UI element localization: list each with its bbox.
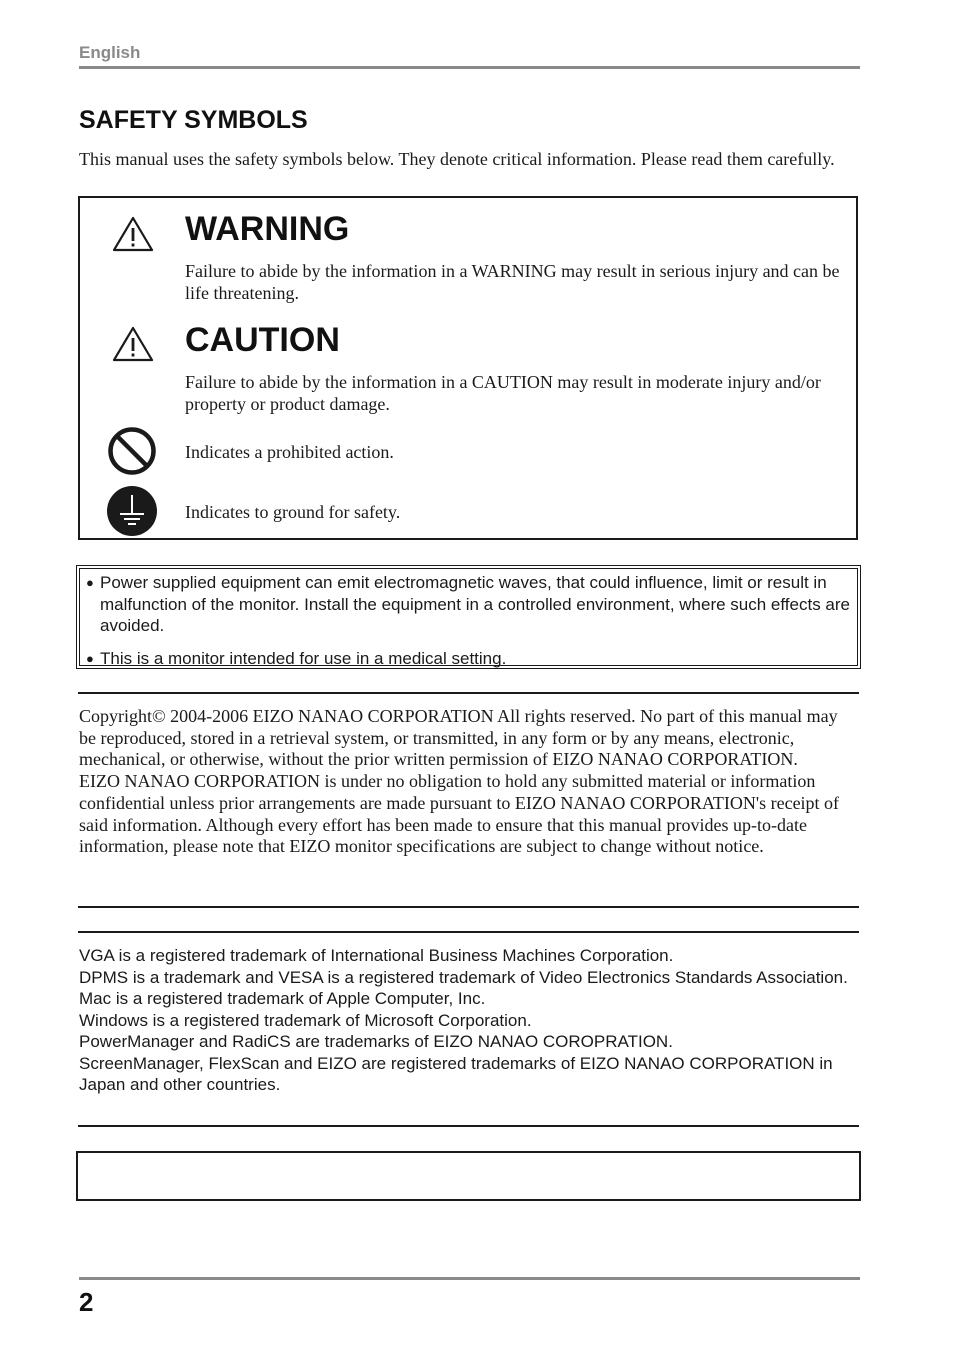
notice-box-inner: [79, 568, 858, 666]
warning-text: Failure to abide by the information in a WARNING may result in serious injury and can be life threatening.: [185, 261, 840, 303]
caution-triangle-icon: [112, 326, 154, 362]
caution-text: Failure to abide by the information in a CAUTION may result in moderate injury and/or property or product damage.: [185, 372, 821, 414]
trademarks-bottom-rule: [78, 1125, 859, 1127]
footer-rule: [79, 1277, 860, 1280]
prohibited-icon: [107, 426, 157, 476]
empty-box: [76, 1151, 861, 1201]
safety-symbols-box: [78, 196, 858, 540]
trademark-line: Windows is a registered trademark of Microsoft Corporation.: [79, 1010, 532, 1030]
ground-icon: [106, 485, 158, 537]
copyright-paragraph: Copyright© 2004-2006 EIZO NANAO CORPORATION All rights reserved. No part of this manual may be reproduced, stored in a retrieval system, or transmitted, in any form or by any means, electronic, mechanical, or otherwise, without the prior written permission of EIZO NANAO CORPORATION.: [79, 706, 838, 770]
page-number: 2: [79, 1287, 94, 1317]
trademark-line: Mac is a registered trademark of Apple Computer, Inc.: [79, 989, 486, 1008]
intro-text: This manual uses the safety symbols below. They denote critical information. Please read them carefully.: [79, 149, 835, 169]
notice-text: Power supplied equipment can emit electromagnetic waves, that could influence, limit or result in malfunction of the monitor. Install the equipment in a controlled environment, where such effects are avoided.: [100, 573, 850, 635]
trademark-line: DPMS is a trademark and VESA is a registered trademark of Video Electronics Standards Association.: [79, 967, 848, 987]
trademarks-top-rule: [78, 931, 859, 933]
trademark-line: PowerManager and RadiCS are trademarks of EIZO NANAO COROPRATION.: [79, 1032, 673, 1051]
header-rule: [79, 66, 860, 69]
header-language: English: [79, 43, 141, 62]
warning-heading: WARNING: [185, 210, 350, 248]
notice-item: [84, 648, 854, 670]
caution-heading: CAUTION: [185, 321, 340, 359]
copyright-block: [79, 706, 859, 858]
trademarks-block: [79, 945, 859, 1096]
notice-item: [84, 572, 854, 637]
trademark-line: VGA is a registered trademark of International Business Machines Corporation.: [79, 946, 674, 965]
trademark-line: ScreenManager, FlexScan and EIZO are registered trademarks of EIZO NANAO CORPORATION in Japan and other countries.: [79, 1053, 833, 1094]
copyright-top-rule: [78, 692, 859, 694]
section-title: SAFETY SYMBOLS: [79, 106, 308, 134]
bullet-icon: ●: [86, 651, 94, 666]
bullet-icon: ●: [86, 575, 94, 590]
notice-text: This is a monitor intended for use in a medical setting.: [100, 649, 507, 668]
prohibited-text: Indicates a prohibited action.: [185, 442, 394, 462]
warning-triangle-icon: [112, 216, 154, 252]
notice-box: [76, 565, 861, 669]
copyright-paragraph: EIZO NANAO CORPORATION is under no obligation to hold any submitted material or information confidential unless prior arrangements are made pursuant to EIZO NANAO CORPORATION's receipt of said information. Although every effort has been made to ensure that this manual provides up-to-date information, please note that EIZO monitor specifications are subject to change without notice.: [79, 771, 840, 857]
copyright-bottom-rule: [78, 906, 859, 908]
ground-text: Indicates to ground for safety.: [185, 502, 401, 522]
